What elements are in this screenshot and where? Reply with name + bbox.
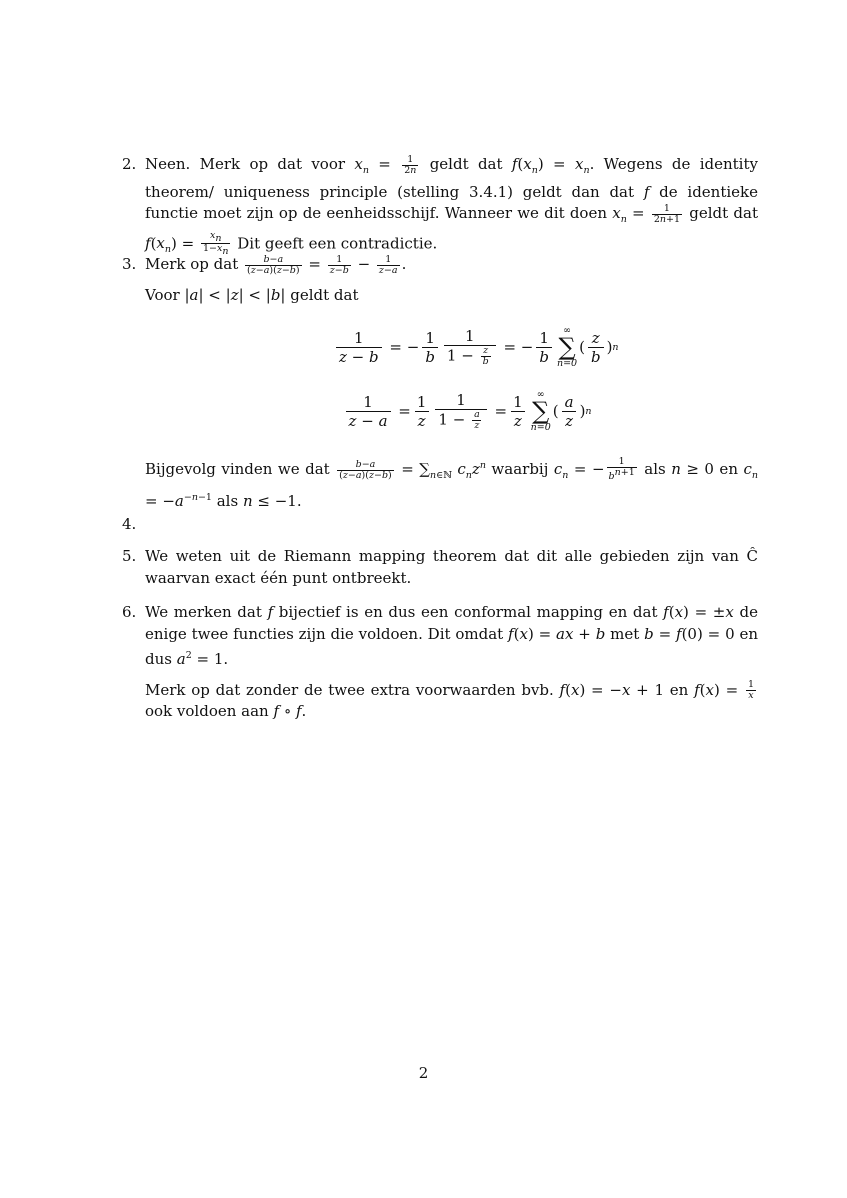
exercise-5-text: We weten uit de Riemann mapping theorem dat dit alle gebieden zijn van Ĉ waarvan exact één punt ontbreekt. — [145, 547, 758, 587]
item-number: 6. — [122, 603, 137, 621]
item-number: 2. — [122, 155, 137, 173]
equation-2: 1 z − a = 1 z 1 1 − $\frac{a}{z}$ = 1 z ∞ ∑ n=0 ( a z ) n — [333, 384, 619, 438]
page-number: 2 — [418, 1064, 429, 1082]
exercise-6-text: We merken dat f bijectief is en dus een conformal mapping en dat f(x) = ±x de enige twee functies zijn die voldoen. Dit omdat f(x) = ax + b met b = f(0) = 0 en dus $a^2 = 1$. Merk op dat zonder de twee extra voorwaarden bvb. f(x) = −x + 1 en f(x) = $\frac{1}{x}$ ook voldoen aan f ∘ f. — [145, 603, 758, 720]
item-number: 4. — [122, 515, 137, 533]
exercise-2-text: Neen. Merk op dat voor $x_n$ = $\frac{1}{2n}$ geldt dat $f(x_n) = x_n$. Wegens de identity theorem/ uniqueness principle (stelling 3.4.1) geldt dan dat f de identieke functie moet zijn op de eenheidsschijf. Wanneer we dit doen $x_n$ = $\frac{1}{2n+1}$ geldt dat $f(x_n)$ = $\frac{x_n}{1-x_n}$ Dit geeft een contradictie. — [145, 153, 759, 258]
exercise-6 — [122, 602, 758, 723]
equation-1: 1 z − b = − 1 b 1 1 − $\frac{z}{b}$ = − 1 b ∞ ∑ n=0 ( z b ) n — [333, 320, 619, 374]
series-expansion — [333, 320, 619, 438]
item-number: 5. — [122, 547, 137, 565]
exercise-3 — [122, 254, 758, 306]
exercise-3-conclusion: Bijgevolg vinden we dat $\frac{b-a}{(z-a)(z-b)}$ = $\sum_{n\in ℕ}$ $c_nz^n$ waarbij $c_n$ = − $\frac{1}{b^{n+1}}$ als n ≥ 0 en $c_n = -a^{-n-1}$ als n ≤ −1. — [145, 456, 758, 510]
item-number: 3. — [122, 255, 137, 273]
exercise-2 — [122, 154, 758, 260]
exercise-3-text: Merk op dat $\frac{b-a}{(z-a)(z-b)}$ = $\frac{1}{z-b}$ − $\frac{1}{z-a}$ . Voor |a| < |z| < |b| geldt dat — [145, 253, 407, 304]
exercise-5 — [122, 546, 758, 589]
